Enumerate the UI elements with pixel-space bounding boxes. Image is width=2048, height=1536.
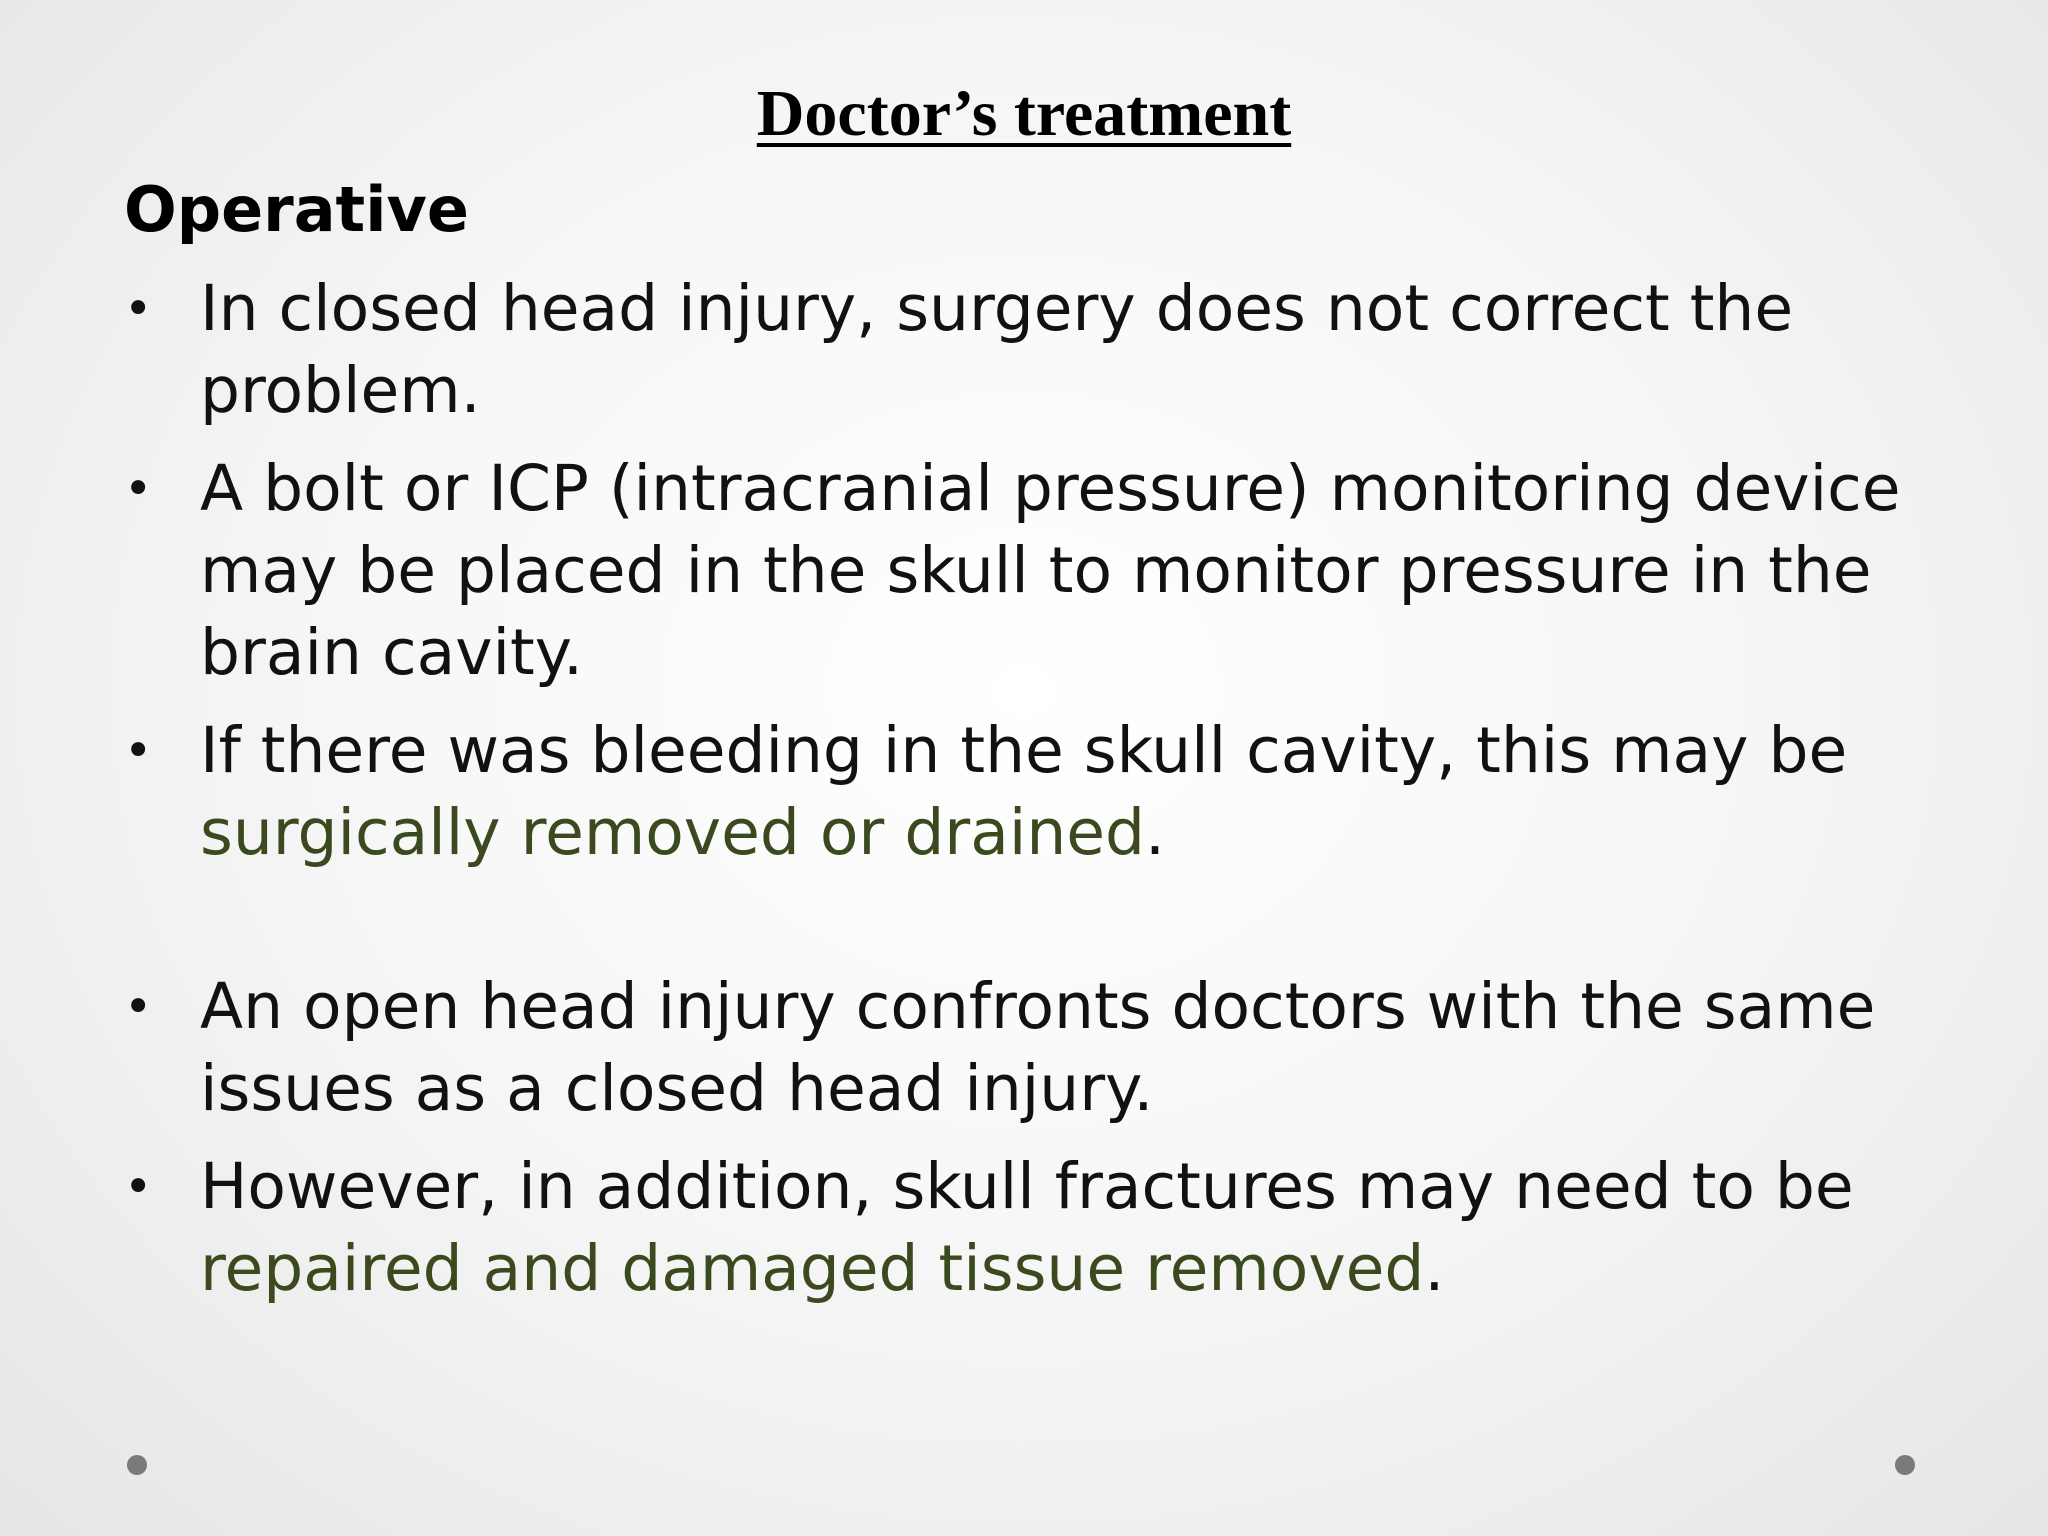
bullet-text: A bolt or ICP (intracranial pressure) monitoring device may be placed in the skull to monitor pressure in the brain cavity. [200,452,1901,689]
bullet-text: In closed head injury, surgery does not correct the problem. [200,272,1794,427]
bullet-text-end: . [1145,796,1166,869]
bullet-text: However, in addition, skull fractures may need to be [200,1150,1854,1223]
bullet-list [124,268,2004,1326]
bullet-item [124,1146,2004,1310]
bullet-item [124,268,2004,432]
bullet-icon: • [124,723,153,779]
bullet-icon: • [124,979,153,1035]
bullet-highlight: surgically removed or drained [200,796,1145,869]
bullet-text-end: . [1424,1232,1445,1305]
bullet-icon: • [124,461,153,517]
bullet-text: If there was bleeding in the skull cavity, this may be [200,714,1848,787]
bullet-text: An open head injury confronts doctors with the same issues as a closed head injury. [200,970,1876,1125]
bullet-icon: • [124,1159,153,1215]
bullet-highlight: repaired and damaged tissue removed [200,1232,1425,1305]
bullet-item [124,966,2004,1130]
bullet-item [124,710,2004,874]
bullet-item [124,448,2004,694]
slide-title: Doctor’s treatment [756,77,1292,150]
decor-dot-right [1895,1455,1915,1475]
decor-dot-left [127,1455,147,1475]
bullet-icon: • [124,281,153,337]
slide-subtitle: Operative [124,173,469,246]
